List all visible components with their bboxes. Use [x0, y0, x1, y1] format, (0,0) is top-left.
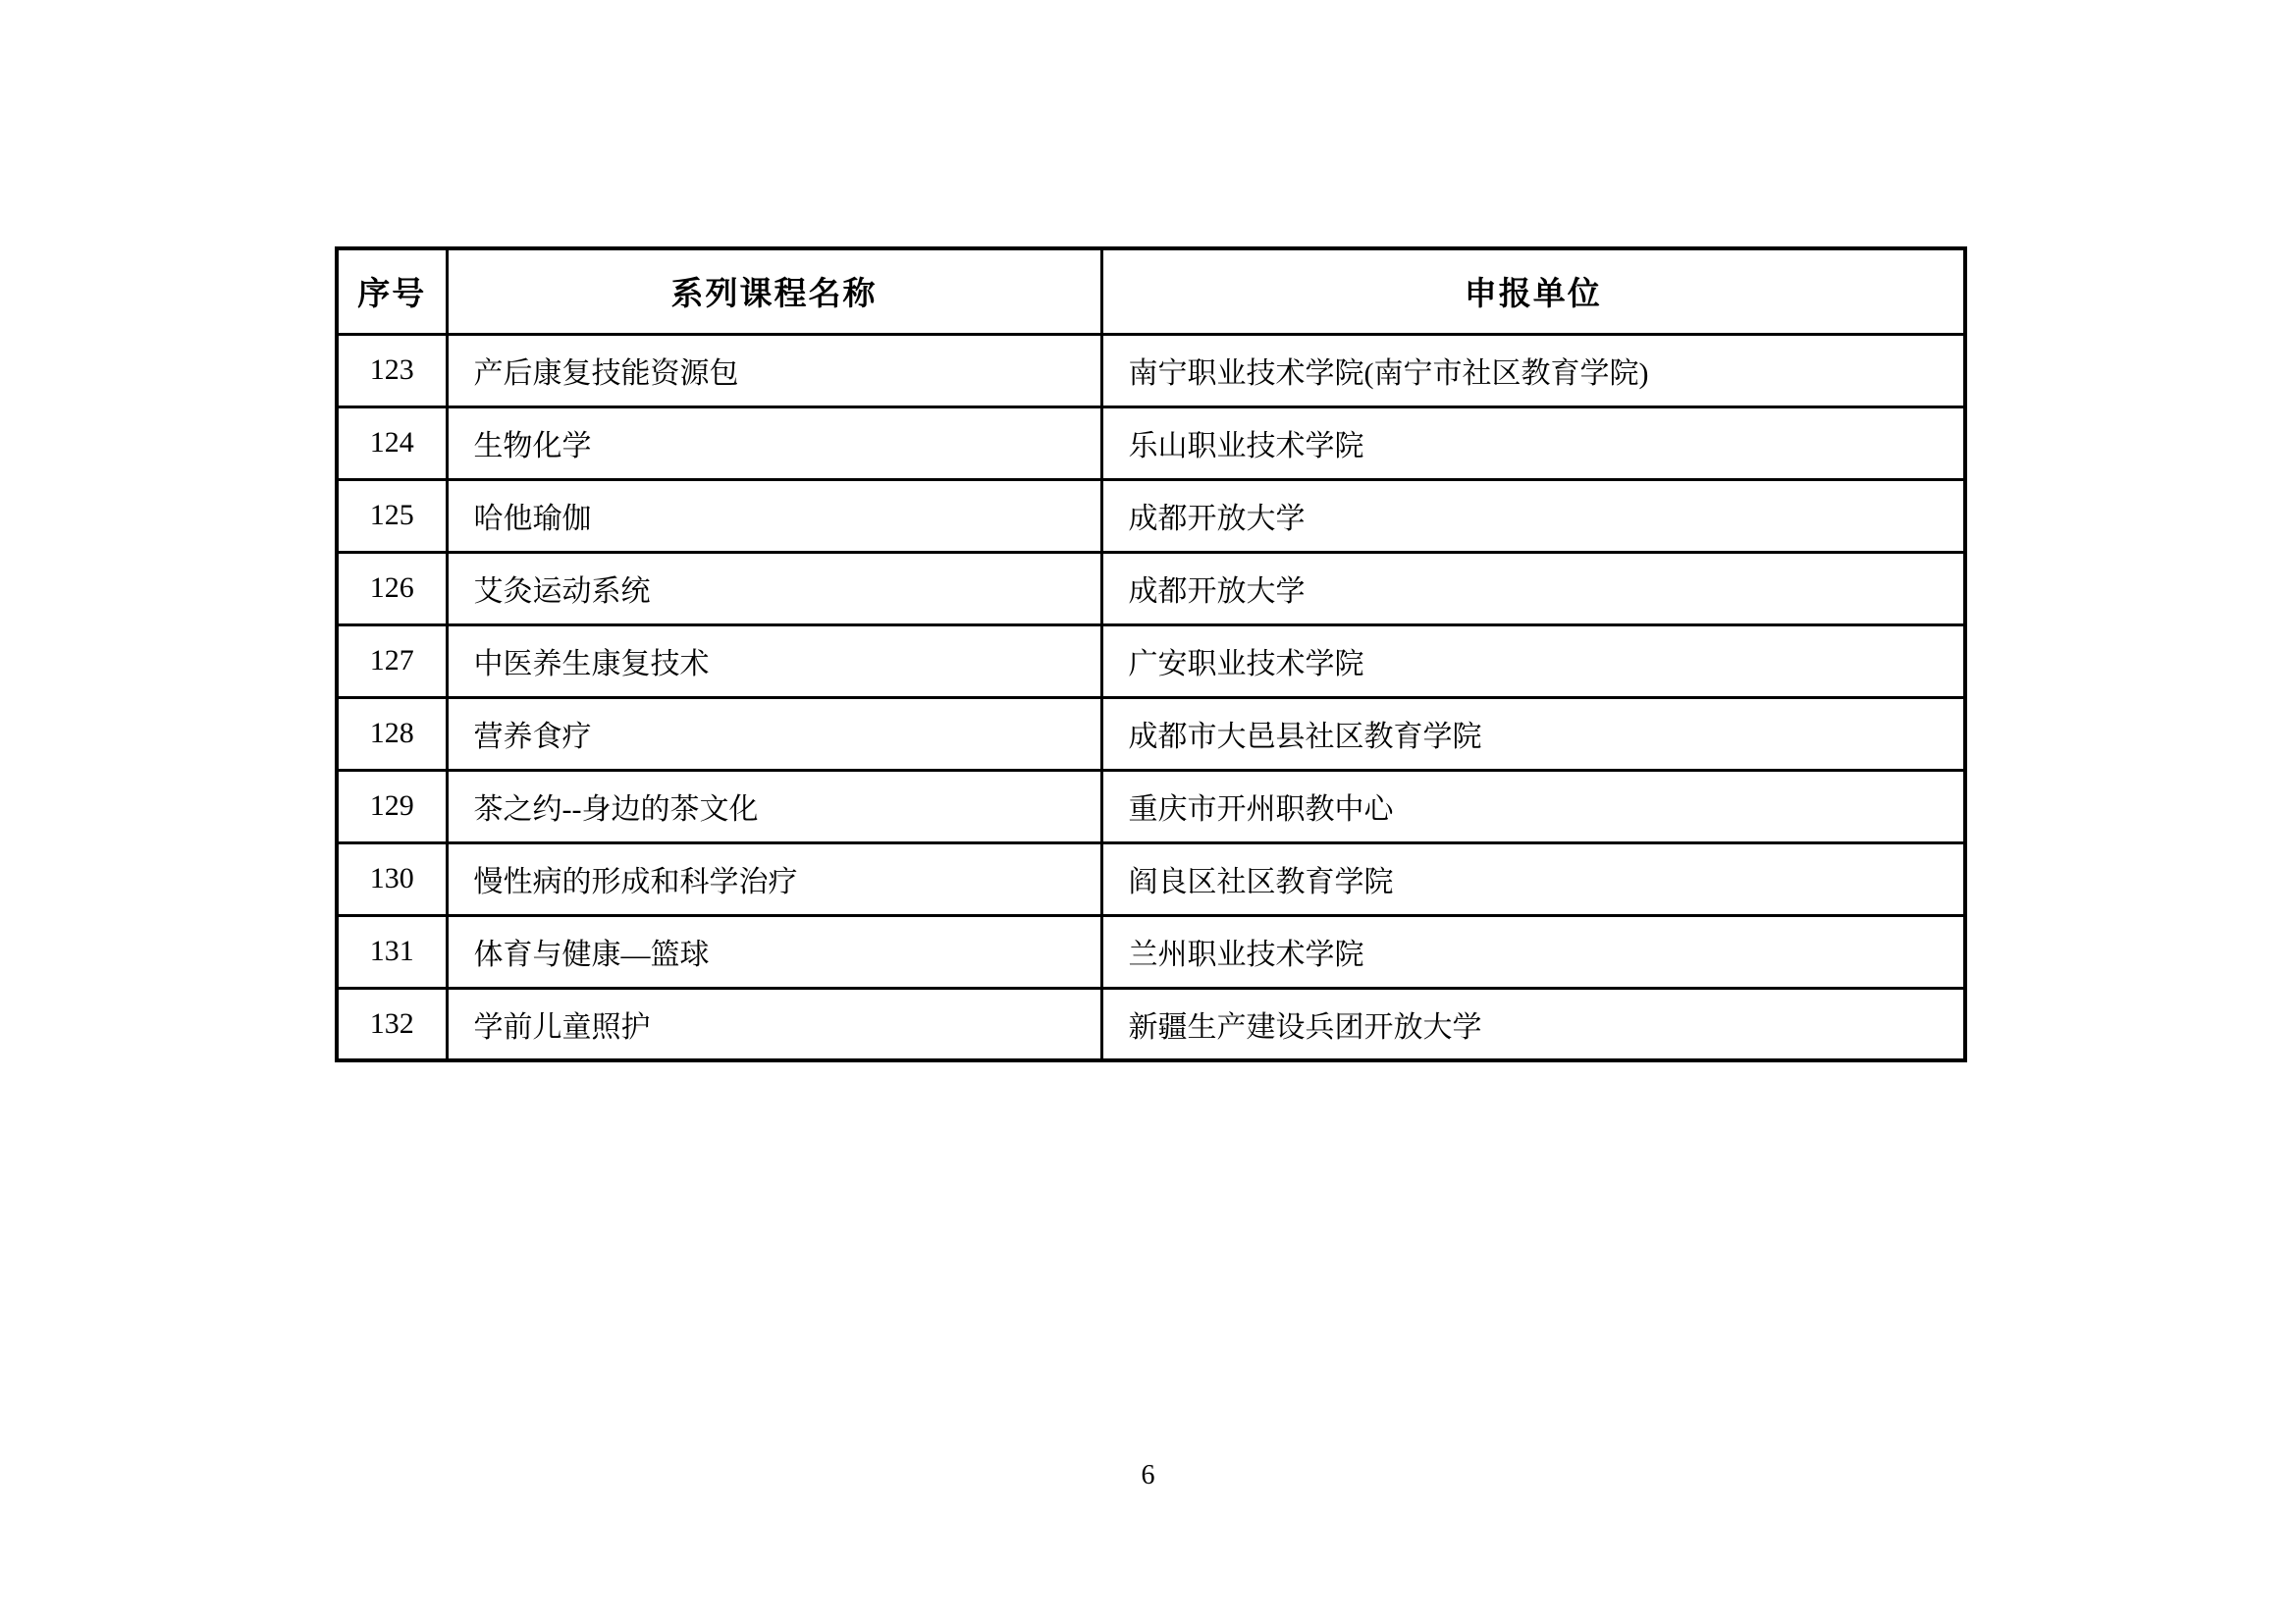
cell-course-name: 艾灸运动系统 [447, 552, 1101, 624]
cell-course-name: 中医养生康复技术 [447, 624, 1101, 697]
table-row [337, 988, 1965, 1060]
cell-course-name: 慢性病的形成和科学治疗 [447, 842, 1101, 915]
cell-applicant-unit: 成都开放大学 [1101, 479, 1965, 552]
table-row [337, 697, 1965, 770]
table-header-row [337, 248, 1965, 334]
cell-course-name: 体育与健康—篮球 [447, 915, 1101, 988]
cell-course-name: 产后康复技能资源包 [447, 334, 1101, 406]
header-serial-number: 序号 [337, 248, 447, 334]
cell-serial-number: 132 [337, 988, 447, 1060]
table-row [337, 479, 1965, 552]
cell-serial-number: 124 [337, 406, 447, 479]
page-number: 6 [1141, 1460, 1155, 1490]
table-row [337, 406, 1965, 479]
table-row [337, 624, 1965, 697]
cell-applicant-unit: 阎良区社区教育学院 [1101, 842, 1965, 915]
cell-serial-number: 128 [337, 697, 447, 770]
cell-serial-number: 131 [337, 915, 447, 988]
cell-serial-number: 130 [337, 842, 447, 915]
table-row [337, 552, 1965, 624]
cell-course-name: 学前儿童照护 [447, 988, 1101, 1060]
cell-course-name: 茶之约--身边的茶文化 [447, 770, 1101, 842]
cell-serial-number: 129 [337, 770, 447, 842]
table-row [337, 334, 1965, 406]
cell-applicant-unit: 兰州职业技术学院 [1101, 915, 1965, 988]
cell-applicant-unit: 新疆生产建设兵团开放大学 [1101, 988, 1965, 1060]
cell-serial-number: 125 [337, 479, 447, 552]
cell-course-name: 营养食疗 [447, 697, 1101, 770]
cell-applicant-unit: 南宁职业技术学院(南宁市社区教育学院) [1101, 334, 1965, 406]
cell-applicant-unit: 成都市大邑县社区教育学院 [1101, 697, 1965, 770]
cell-course-name: 生物化学 [447, 406, 1101, 479]
table-row [337, 915, 1965, 988]
header-applicant-unit: 申报单位 [1101, 248, 1965, 334]
cell-applicant-unit: 广安职业技术学院 [1101, 624, 1965, 697]
header-course-name: 系列课程名称 [447, 248, 1101, 334]
cell-applicant-unit: 乐山职业技术学院 [1101, 406, 1965, 479]
cell-course-name: 哈他瑜伽 [447, 479, 1101, 552]
cell-applicant-unit: 重庆市开州职教中心 [1101, 770, 1965, 842]
cell-serial-number: 126 [337, 552, 447, 624]
table-row [337, 842, 1965, 915]
cell-serial-number: 123 [337, 334, 447, 406]
cell-serial-number: 127 [337, 624, 447, 697]
cell-applicant-unit: 成都开放大学 [1101, 552, 1965, 624]
course-table [335, 246, 1967, 1062]
table-row [337, 770, 1965, 842]
